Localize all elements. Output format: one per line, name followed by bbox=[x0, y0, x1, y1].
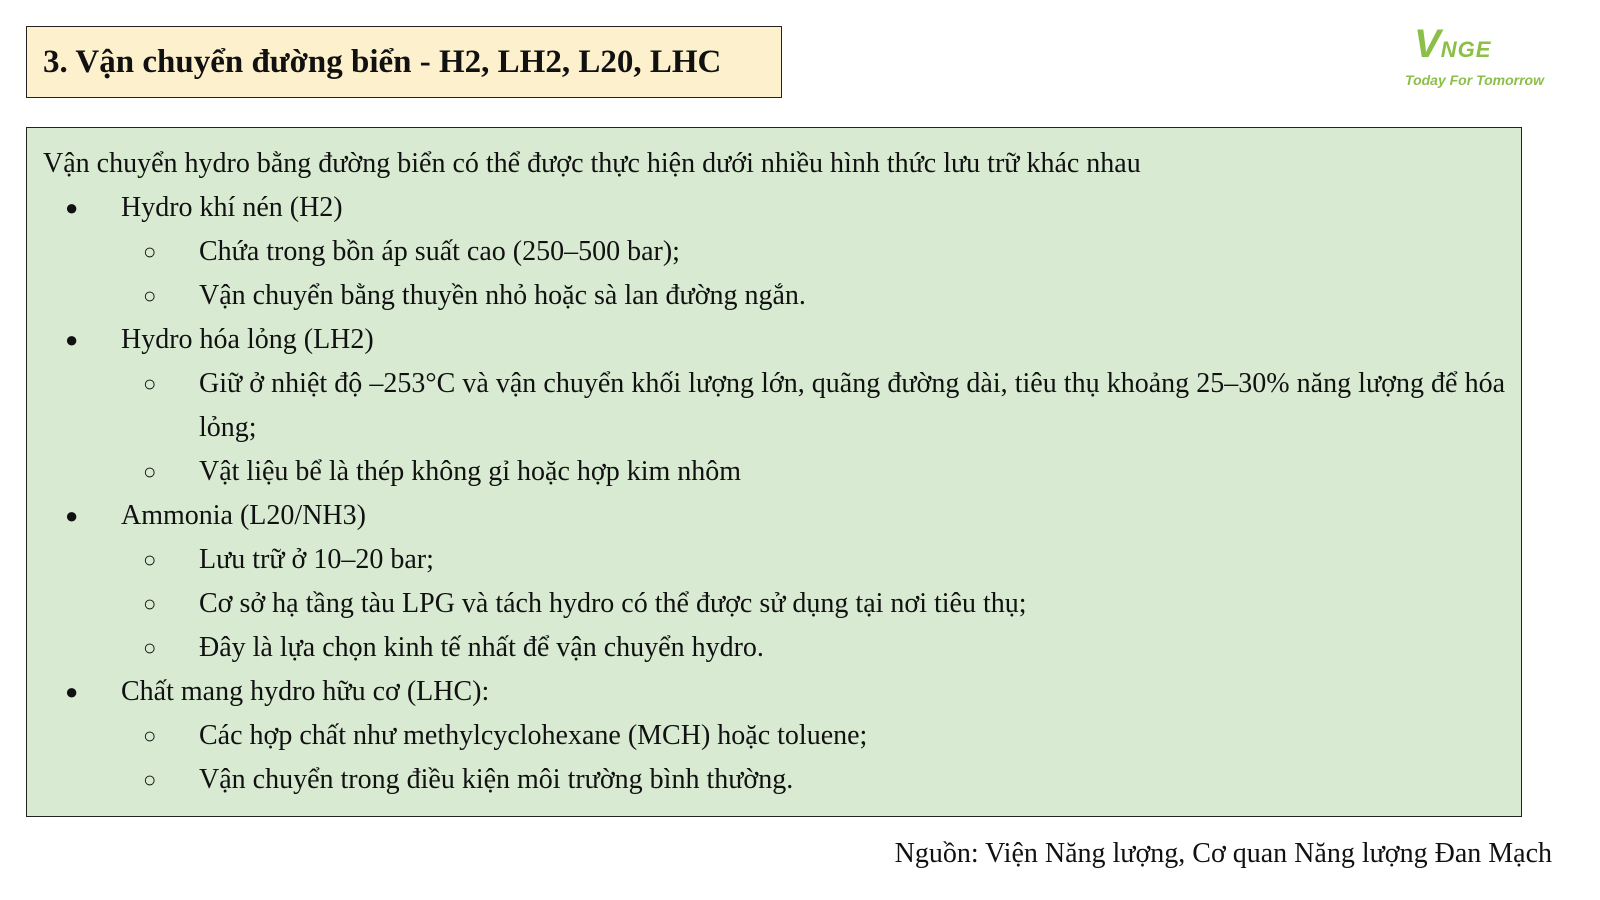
sub-item-text: Đây là lựa chọn kinh tế nhất để vận chuyển hydro. bbox=[199, 632, 764, 663]
sub-list bbox=[27, 538, 1521, 670]
sub-list-wrapper bbox=[27, 714, 1521, 802]
sub-list bbox=[27, 714, 1521, 802]
sub-item-text: Vận chuyển trong điều kiện môi trường bình thường. bbox=[199, 764, 794, 795]
hollow-bullet-icon: ○ bbox=[143, 371, 157, 396]
source-caption: Nguồn: Viện Năng lượng, Cơ quan Năng lượng Đan Mạch bbox=[894, 838, 1552, 869]
sub-item bbox=[27, 538, 1521, 582]
intro-text: Vận chuyển hydro bằng đường biển có thể được thực hiện dưới nhiều hình thức lưu trữ khác nhau bbox=[43, 148, 1141, 179]
filled-bullet-icon: ● bbox=[65, 503, 79, 528]
hollow-bullet-icon: ○ bbox=[143, 239, 157, 264]
logo-tagline: Today For Tomorrow bbox=[1405, 72, 1544, 88]
vnge-logo bbox=[1384, 18, 1544, 98]
bullet-list bbox=[27, 186, 1521, 802]
sub-item-text: Chứa trong bồn áp suất cao (250–500 bar); bbox=[199, 236, 680, 267]
hollow-bullet-icon: ○ bbox=[143, 767, 157, 792]
section-item bbox=[27, 494, 1521, 538]
sub-item bbox=[27, 450, 1521, 494]
filled-bullet-icon: ● bbox=[65, 195, 79, 220]
sub-item bbox=[27, 626, 1521, 670]
section-label: Chất mang hydro hữu cơ (LHC): bbox=[121, 676, 490, 707]
hollow-bullet-icon: ○ bbox=[143, 283, 157, 308]
sub-list bbox=[27, 362, 1521, 494]
section-label: Ammonia (L20/NH3) bbox=[121, 500, 366, 531]
filled-bullet-icon: ● bbox=[65, 679, 79, 704]
sub-item-text: Cơ sở hạ tầng tàu LPG và tách hydro có thể được sử dụng tại nơi tiêu thụ; bbox=[199, 588, 1027, 619]
section-label: Hydro hóa lỏng (LH2) bbox=[121, 324, 374, 355]
sub-item bbox=[27, 758, 1521, 802]
sub-item bbox=[27, 274, 1521, 318]
sub-item bbox=[27, 582, 1521, 626]
sub-list-wrapper bbox=[27, 230, 1521, 318]
section-item bbox=[27, 318, 1521, 362]
slide-title: 3. Vận chuyển đường biển - H2, LH2, L20, LHC bbox=[43, 43, 722, 80]
sub-item bbox=[27, 714, 1521, 758]
section-label: Hydro khí nén (H2) bbox=[121, 192, 343, 223]
sub-item-text: Giữ ở nhiệt độ –253°C và vận chuyển khối lượng lớn, quãng đường dài, tiêu thụ khoảng 25–30% năng lượng để hóa lỏng; bbox=[199, 368, 1505, 443]
sub-item bbox=[27, 362, 1521, 450]
hollow-bullet-icon: ○ bbox=[143, 591, 157, 616]
sub-list-wrapper bbox=[27, 538, 1521, 670]
sub-item bbox=[27, 230, 1521, 274]
sub-item-text: Các hợp chất như methylcyclohexane (MCH) hoặc toluene; bbox=[199, 720, 868, 751]
sub-item-text: Lưu trữ ở 10–20 bar; bbox=[199, 544, 434, 575]
hollow-bullet-icon: ○ bbox=[143, 547, 157, 572]
sub-list bbox=[27, 230, 1521, 318]
filled-bullet-icon: ● bbox=[65, 327, 79, 352]
section-item bbox=[27, 186, 1521, 230]
hollow-bullet-icon: ○ bbox=[143, 635, 157, 660]
sub-list-wrapper bbox=[27, 362, 1521, 494]
logo-mark bbox=[1414, 22, 1491, 67]
hollow-bullet-icon: ○ bbox=[143, 459, 157, 484]
logo-mark-v: V bbox=[1414, 22, 1441, 66]
slide-title-box bbox=[26, 26, 782, 98]
sub-item-text: Vận chuyển bằng thuyền nhỏ hoặc sà lan đường ngắn. bbox=[199, 280, 806, 311]
logo-mark-rest: NGE bbox=[1440, 37, 1492, 62]
content-box bbox=[26, 127, 1522, 817]
hollow-bullet-icon: ○ bbox=[143, 723, 157, 748]
section-item bbox=[27, 670, 1521, 714]
sub-item-text: Vật liệu bể là thép không gỉ hoặc hợp kim nhôm bbox=[199, 456, 742, 487]
